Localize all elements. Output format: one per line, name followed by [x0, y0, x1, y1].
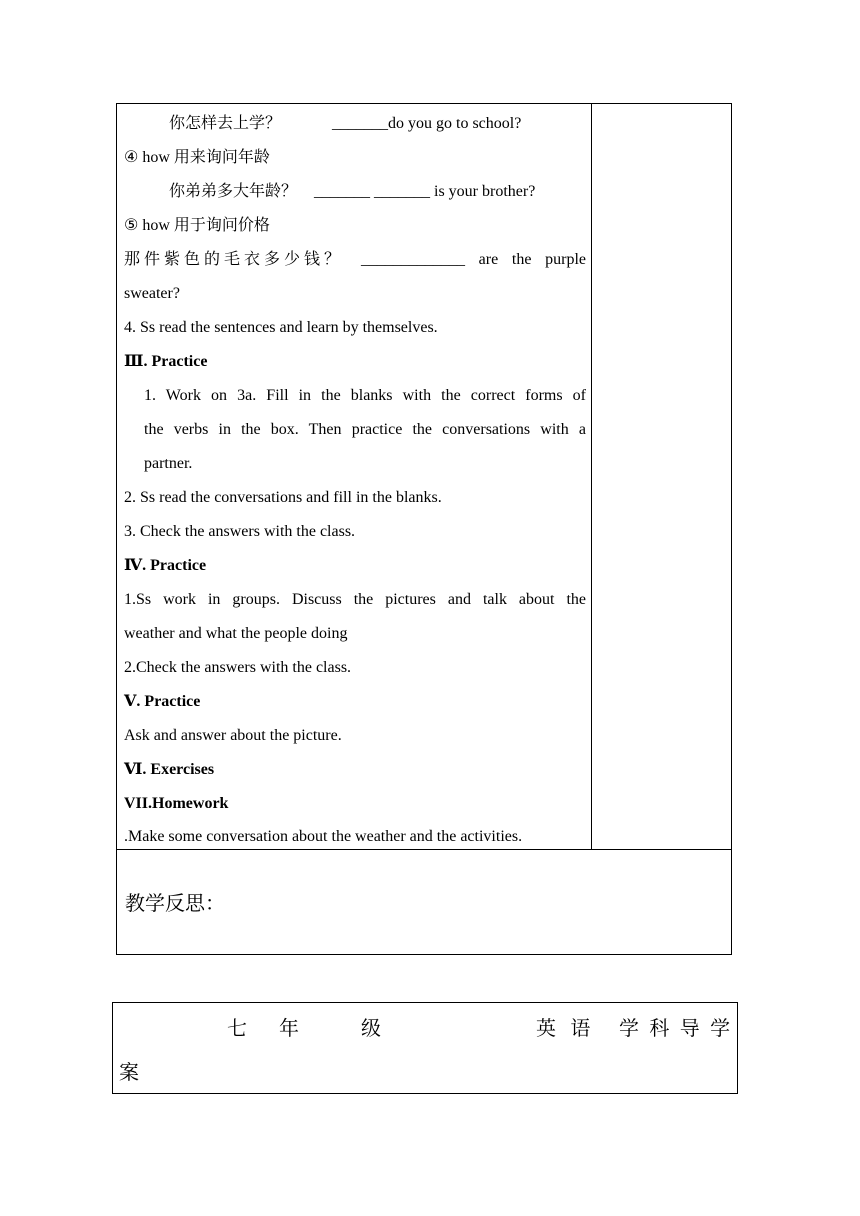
question-how-school-cn: 你怎样去上学？	[169, 115, 282, 132]
reflection-label: 教学反思：	[125, 891, 225, 915]
question-price-en: _____________ are the purple	[361, 251, 586, 268]
grade-char-2: 年	[279, 1016, 299, 1040]
lesson-table	[116, 103, 732, 955]
section-iv-heading: Ⅳ. Practice	[124, 557, 207, 574]
how-price-heading: ⑤ how 用于询问价格	[124, 217, 270, 234]
question-price-en-cont: sweater?	[124, 285, 180, 302]
grade-char-3: 级	[361, 1016, 381, 1040]
row-divider	[117, 849, 731, 850]
guide-title-last-char: 案	[119, 1060, 139, 1084]
guide-title: 学 科 导 学	[619, 1016, 733, 1040]
group-work-step-1-cont: weather and what the people doing	[124, 625, 348, 642]
practice-step-1-end: partner.	[144, 455, 193, 472]
step-4-read: 4. Ss read the sentences and learn by themselves.	[124, 319, 438, 336]
practice-step-3: 3. Check the answers with the class.	[124, 523, 356, 540]
section-vii-heading: VII.Homework	[124, 795, 229, 812]
grade-char-1: 七	[227, 1016, 247, 1040]
practice-step-1: 1. Work on 3a. Fill in the blanks with the correct forms of	[144, 387, 586, 404]
section-iii-heading: Ⅲ. Practice	[124, 353, 208, 370]
how-age-heading: ④ how 用来询问年龄	[124, 149, 270, 166]
question-price-cn: 那件紫色的毛衣多少钱？	[124, 251, 345, 268]
question-how-school-en: _______do you go to school?	[332, 115, 522, 132]
footer-title-table	[112, 1002, 738, 1094]
practice-step-1-cont: the verbs in the box. Then practice the conversations with a	[144, 421, 586, 438]
subject-label: 英 语	[536, 1016, 595, 1040]
question-age-cn: 你弟弟多大年龄？	[169, 183, 298, 200]
ask-answer-line: Ask and answer about the picture.	[124, 727, 342, 744]
practice-step-2: 2. Ss read the conversations and fill in the blanks.	[124, 489, 442, 506]
group-work-step-1: 1.Ss work in groups. Discuss the pictures and talk about the	[124, 591, 586, 608]
column-divider	[591, 104, 592, 849]
homework-line: .Make some conversation about the weather and the activities.	[124, 828, 523, 845]
question-age-en: _______ _______ is your brother?	[314, 183, 536, 200]
section-vi-heading: Ⅵ. Exercises	[124, 761, 215, 778]
group-work-step-2: 2.Check the answers with the class.	[124, 659, 352, 676]
section-v-heading: Ⅴ. Practice	[124, 693, 201, 710]
